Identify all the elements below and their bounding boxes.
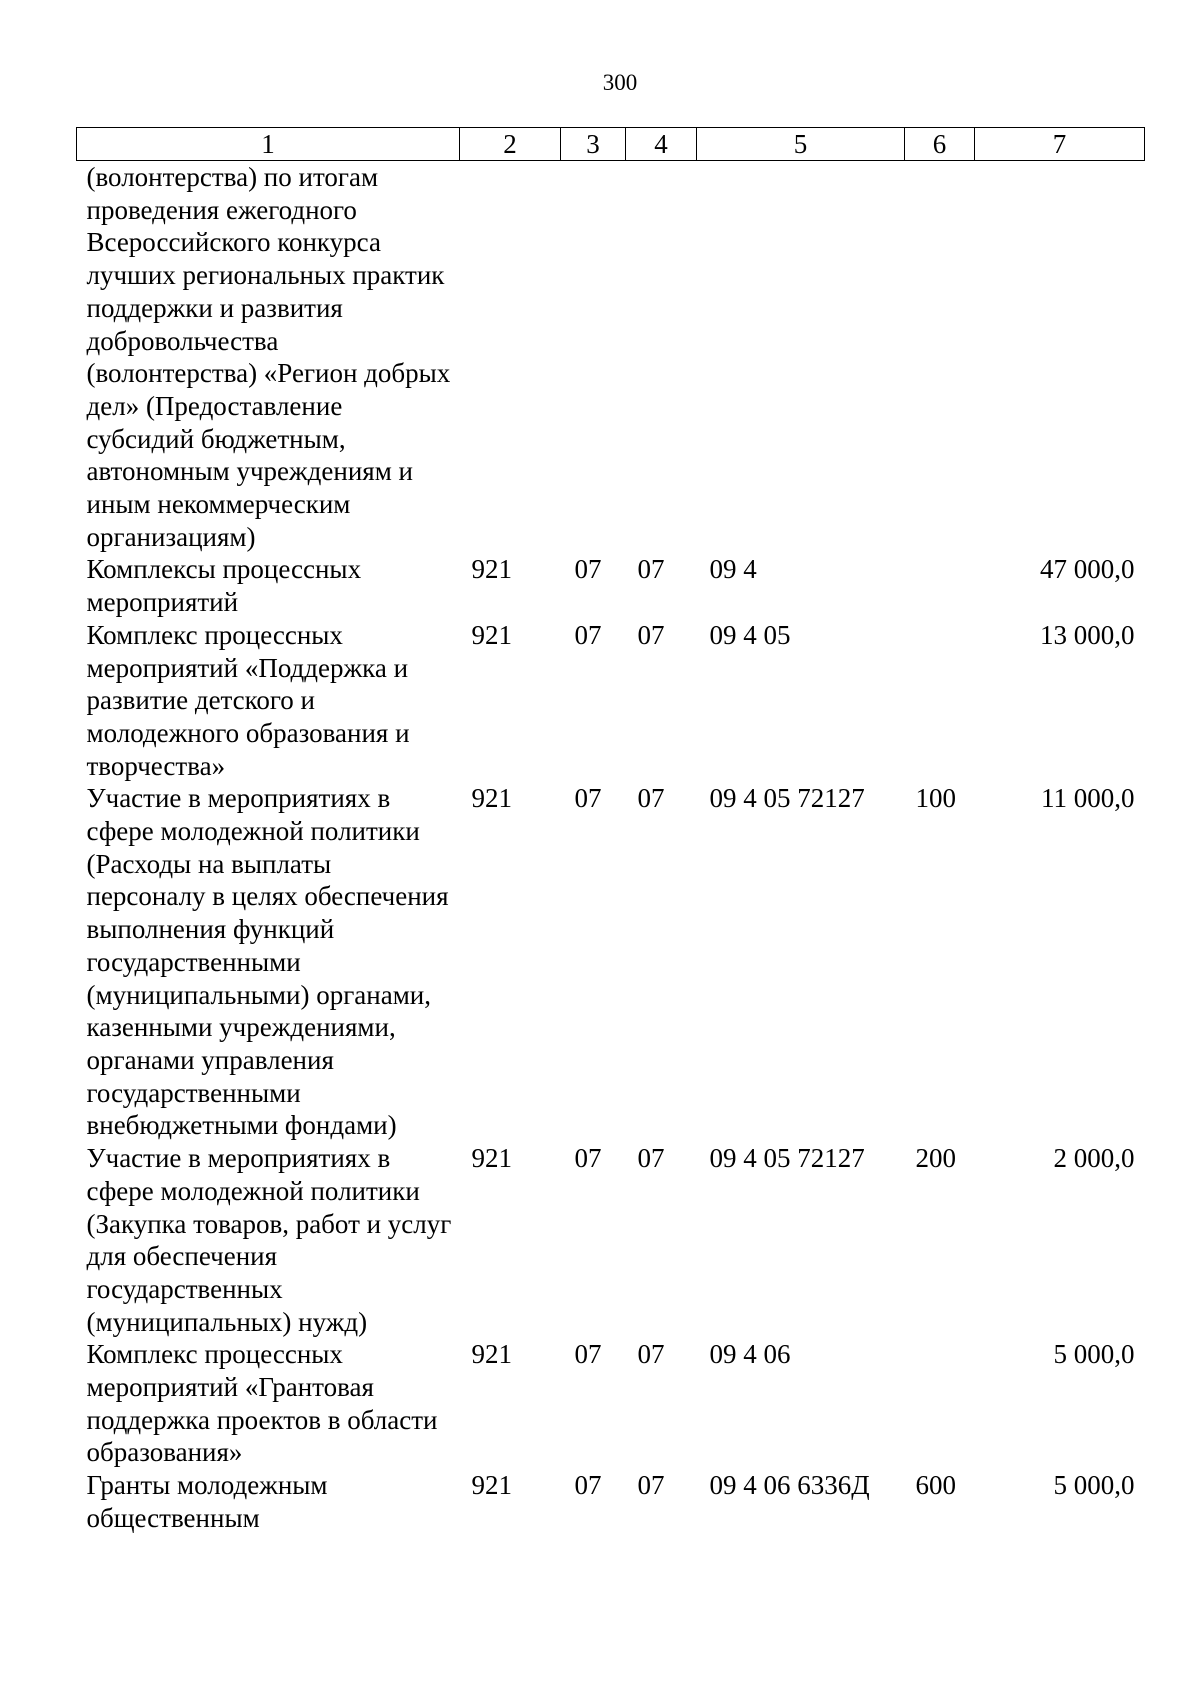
column-header: 4 [626, 128, 697, 161]
table-row [77, 1469, 1145, 1534]
subsection-code: 07 [637, 1339, 665, 1370]
target-article-code: 09 4 06 6336Д [709, 1470, 870, 1501]
target-article-code [697, 161, 905, 554]
grbs-code: 921 [471, 619, 512, 650]
table-row [77, 619, 1145, 783]
amount: 5 000,0 [1053, 1470, 1135, 1501]
subsection-code: 07 [637, 783, 665, 814]
table-row [77, 1142, 1145, 1338]
subsection-code: 07 [637, 1143, 665, 1174]
subsection-code: 07 [637, 554, 665, 585]
grbs-code: 921 [471, 1339, 512, 1370]
target-article-code: 09 4 05 [709, 619, 791, 650]
expense-type-code: 200 [915, 1143, 956, 1174]
page-number: 300 [602, 70, 638, 95]
item-name: Комплексы процессных мероприятий [86, 554, 362, 618]
expense-type-code [905, 553, 975, 618]
expense-type-code [905, 1338, 975, 1469]
section-code: 07 [574, 1143, 602, 1174]
subsection-code [626, 161, 697, 554]
section-code: 07 [574, 1470, 602, 1501]
amount [975, 161, 1145, 554]
amount: 5 000,0 [1053, 1339, 1135, 1370]
grbs-code: 921 [471, 1470, 512, 1501]
budget-table [76, 127, 1145, 1535]
table-row [77, 553, 1145, 618]
column-header: 1 [77, 128, 460, 161]
grbs-code: 921 [471, 783, 512, 814]
item-name: Комплекс процессных мероприятий «Поддержка и развитие детского и молодежного образования и творчества» [86, 619, 410, 781]
item-name: Участие в мероприятиях в сфере молодежной политики (Расходы на выплаты персоналу в целях обеспечения выполнения функций государственными (муниципальными) органами, казенными учреждениями, органами управления государственными внебюджетными фондами) [86, 783, 449, 1141]
expense-type-code: 600 [915, 1470, 956, 1501]
section-code: 07 [574, 554, 602, 585]
subsection-code: 07 [637, 619, 665, 650]
section-code: 07 [574, 1339, 602, 1370]
expense-type-code [905, 161, 975, 554]
column-header: 3 [561, 128, 626, 161]
expense-type-code [905, 619, 975, 783]
section-code [561, 161, 626, 554]
target-article-code: 09 4 06 [709, 1339, 791, 1370]
grbs-code [460, 161, 561, 554]
item-name: (волонтерства) по итогам проведения ежегодного Всероссийского конкурса лучших региональных практик поддержки и развития добровольчества (волонтерства) «Регион добрых дел» (Предоставление субсидий бюджетным, автономным учреждениям и иным некоммерческим организациям) [86, 162, 451, 552]
amount: 13 000,0 [1040, 619, 1135, 650]
column-header: 2 [460, 128, 561, 161]
subsection-code: 07 [637, 1470, 665, 1501]
item-name: Гранты молодежным общественным [86, 1470, 328, 1533]
grbs-code: 921 [471, 1143, 512, 1174]
amount: 11 000,0 [1041, 783, 1135, 814]
target-article-code: 09 4 05 72127 [709, 1143, 865, 1174]
item-name: Участие в мероприятиях в сфере молодежной политики (Закупка товаров, работ и услуг для обеспечения государственных (муниципальных) нужд) [86, 1143, 452, 1337]
table-row [77, 1338, 1145, 1469]
target-article-code: 09 4 05 72127 [709, 783, 865, 814]
table-row [77, 161, 1145, 554]
column-header: 6 [905, 128, 975, 161]
amount: 2 000,0 [1053, 1143, 1135, 1174]
amount: 47 000,0 [1040, 554, 1135, 585]
section-code: 07 [574, 783, 602, 814]
expense-type-code: 100 [915, 783, 956, 814]
table-row [77, 782, 1145, 1142]
grbs-code: 921 [471, 554, 512, 585]
item-name: Комплекс процессных мероприятий «Грантовая поддержка проектов в области образования» [86, 1339, 438, 1468]
table-header-row [77, 128, 1145, 161]
target-article-code: 09 4 [709, 554, 757, 585]
column-header: 5 [697, 128, 905, 161]
column-header: 7 [975, 128, 1145, 161]
section-code: 07 [574, 619, 602, 650]
